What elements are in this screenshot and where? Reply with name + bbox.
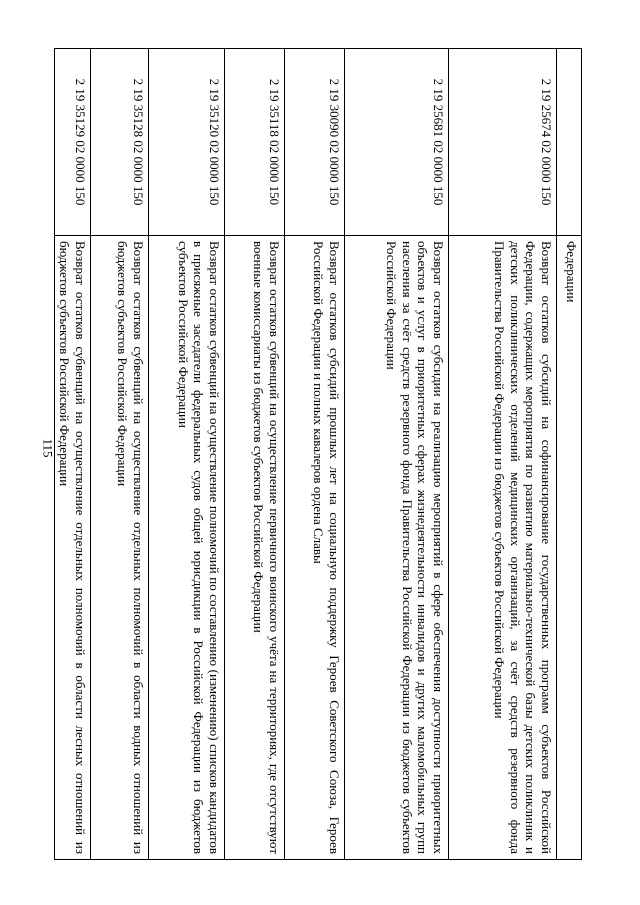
header-code-cell [557, 49, 582, 236]
row-code: 2 19 35120 02 0000 150 [149, 49, 225, 236]
table-row [345, 49, 449, 860]
budget-classification-table [54, 48, 582, 860]
row-name: Возврат остатков субвенций на осуществление отдельных полномочий в области лесных отношений из бюджетов субъектов Российской Федерации [55, 236, 91, 860]
table-row [91, 49, 149, 860]
row-code: 2 19 35129 02 0000 150 [55, 49, 91, 236]
table-row [55, 49, 91, 860]
table-row [149, 49, 225, 860]
header-name-cell: Федерации [557, 236, 582, 860]
rotated-table-frame [57, 48, 582, 860]
row-name: Возврат остатков субвенций на осуществление первичного воинского учёта на территориях, где отсутствуют военные комиссариаты из бюджетов субъектов Российской Федерации [225, 236, 285, 860]
table-row [285, 49, 345, 860]
row-name: Возврат остатков субсидии на реализацию мероприятий в сфере обеспечения доступности приоритетных объектов и услуг в приоритетных сферах жизнедеятельности инвалидов и других маломобильных групп населения за счёт средств резервного фонда Правительства Российской Федерации из бюджетов субъектов Российской Федерации [345, 236, 449, 860]
page-number: 115 [40, 438, 56, 458]
table-row [225, 49, 285, 860]
row-name: Возврат остатков субвенций на осуществление отдельных полномочий в области водных отношений из бюджетов субъектов Российской Федерации [91, 236, 149, 860]
row-name: Возврат остатков субсидий прошлых лет на социальную поддержку Героев Советского Союза, Героев Российской Федерации и полных кавалеров ордена Славы [285, 236, 345, 860]
table-row [449, 49, 557, 860]
row-code: 2 19 25681 02 0000 150 [345, 49, 449, 236]
row-code: 2 19 25674 02 0000 150 [449, 49, 557, 236]
table-header-row [557, 49, 582, 860]
row-code: 2 19 35118 02 0000 150 [225, 49, 285, 236]
row-name: Возврат остатков субсидий на софинансирование государственных программ субъектов Российской Федерации, содержащих мероприятия по развитию материально-технической базы детских поликлиник и детских поликлинических отделений медицинских организаций, за счёт средств резервного фонда Правительства Российской Федерации из бюджетов субъектов Российской Федерации [449, 236, 557, 860]
row-code: 2 19 35128 02 0000 150 [91, 49, 149, 236]
row-name: Возврат остатков субвенций на осуществление полномочий по составлению (изменению) списков кандидатов в присяжные заседатели федеральных судов общей юрисдикции в Российской Федерации из бюджетов субъектов Российской Федерации [149, 236, 225, 860]
row-code: 2 19 30090 02 0000 150 [285, 49, 345, 236]
